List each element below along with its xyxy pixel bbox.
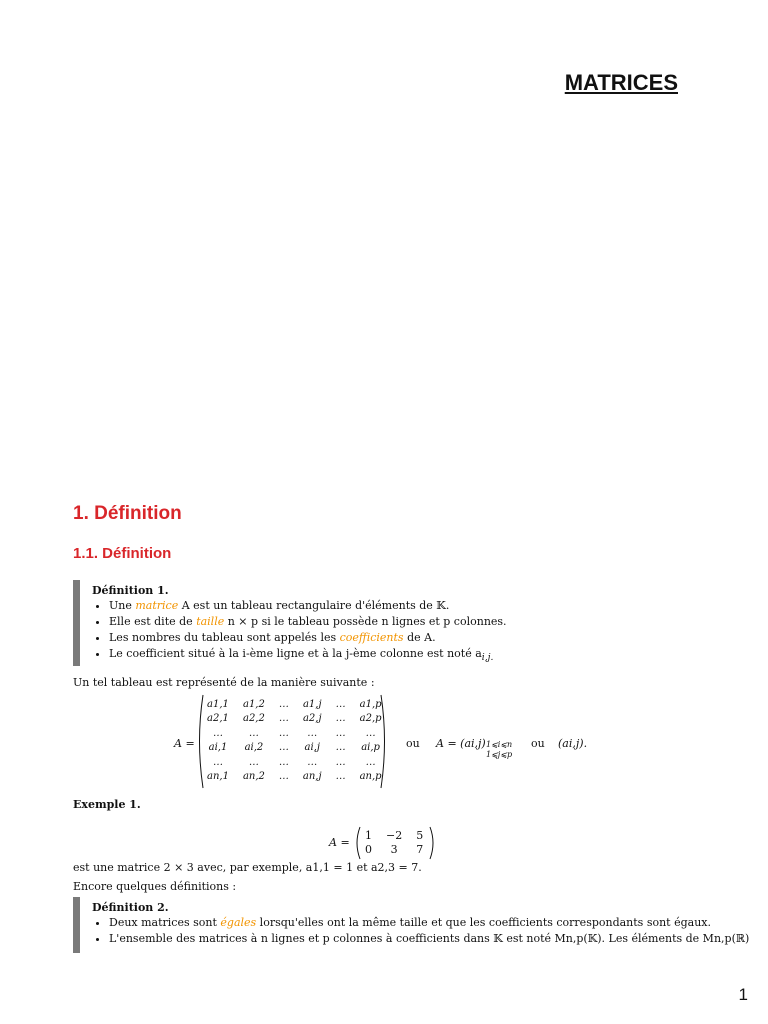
- matrix-cell: a1,j: [302, 698, 322, 710]
- matrix-cell: 1: [365, 828, 372, 842]
- matrix-cell: a2,j: [302, 713, 322, 725]
- representation-text: Un tel tableau est représenté de la manière suivante :: [73, 676, 375, 689]
- matrix-cell: a1,1: [207, 698, 229, 710]
- matrix-cell: …: [248, 756, 259, 768]
- matrix-cell: an,2: [242, 771, 265, 783]
- matrix-cell: …: [278, 742, 289, 754]
- right-paren-icon: [429, 826, 436, 860]
- general-matrix: [200, 697, 389, 784]
- item-text: n × p si le tableau possède n lignes et p colonnes.: [224, 615, 507, 628]
- highlight-term: taille: [196, 615, 225, 628]
- matrix-cell: a1,2: [242, 698, 265, 710]
- matrix-row: [200, 741, 389, 756]
- item-text: Les nombres du tableau sont appelés les: [109, 631, 340, 644]
- matrix-cell: a1,p: [359, 698, 382, 710]
- alt-notation-short: (ai,j).: [558, 737, 588, 750]
- right-paren-icon: [380, 694, 388, 789]
- list-item: [109, 614, 507, 630]
- matrix-cell: …: [278, 771, 289, 783]
- matrix-cell: ai,j: [304, 742, 320, 754]
- item-text: L'ensemble des matrices à n lignes et p colonnes à coefficients dans 𝕂 est noté Mn,p(𝕂). Les éléments de Mn,p(ℝ): [109, 932, 750, 945]
- list-item: [109, 931, 749, 947]
- item-subscript: i,j.: [481, 652, 494, 664]
- definition-2-list: [92, 915, 749, 947]
- item-text: Elle est dite de: [109, 615, 197, 628]
- matrix-cell: …: [248, 727, 259, 739]
- item-text: Le coefficient situé à la i-ème ligne et à la j-ème colonne est noté a: [109, 647, 482, 660]
- matrix-row: [200, 770, 389, 785]
- item-text: Deux matrices sont: [109, 916, 221, 929]
- definition-1-box: [73, 580, 507, 666]
- list-item: [109, 630, 507, 646]
- subscript-line: 1⩽j⩽p: [486, 750, 513, 759]
- matrix-cell: …: [335, 727, 346, 739]
- matrix-cell: an,j: [302, 771, 322, 783]
- matrix-cell: …: [335, 756, 346, 768]
- definition-1-label: Définition 1.: [92, 584, 169, 597]
- alt-notation: A = (ai,j): [436, 737, 486, 750]
- item-text: A est un tableau rectangulaire d'éléments de 𝕂.: [178, 599, 450, 612]
- list-item: [109, 598, 507, 614]
- matrix-cell: …: [278, 698, 289, 710]
- matrix-cell: a2,1: [207, 713, 229, 725]
- example-lhs: A =: [329, 836, 350, 849]
- matrix-cell: ai,1: [208, 742, 228, 754]
- matrix-row: [200, 726, 389, 741]
- item-text: de A.: [403, 631, 436, 644]
- list-item: [109, 646, 507, 666]
- matrix-cell: …: [307, 727, 318, 739]
- matrix-cell: 7: [416, 843, 424, 857]
- matrix-row: [200, 697, 389, 712]
- example-1-label: Exemple 1.: [73, 798, 141, 811]
- page-number: 1: [738, 985, 748, 1004]
- definition-1-list: [92, 598, 507, 666]
- highlight-term: matrice: [135, 599, 179, 612]
- matrix-cell: an,1: [207, 771, 229, 783]
- matrix-cell: …: [335, 713, 346, 725]
- matrix-cell: …: [278, 727, 289, 739]
- matrix-table: [358, 828, 430, 857]
- subsection-heading: 1.1. Définition: [73, 545, 172, 562]
- matrix-cell: …: [212, 756, 223, 768]
- matrix-cell: an,p: [359, 771, 382, 783]
- matrix-cell: 0: [365, 843, 372, 857]
- matrix-cell: …: [365, 727, 376, 739]
- item-text: Une: [109, 599, 136, 612]
- definition-2-box: [73, 897, 749, 953]
- more-definitions-text: Encore quelques définitions :: [73, 880, 237, 893]
- matrix-cell: …: [365, 756, 376, 768]
- highlight-term: égales: [220, 916, 257, 929]
- matrix-cell: 5: [416, 828, 424, 842]
- example-text: est une matrice 2 × 3 avec, par exemple, a1,1 = 1 et a2,3 = 7.: [73, 861, 422, 874]
- matrix-cell: ai,2: [244, 742, 264, 754]
- matrix-cell: a2,2: [242, 713, 265, 725]
- matrix-cell: …: [335, 742, 346, 754]
- matrix-row: [200, 712, 389, 727]
- matrix-row: [358, 828, 430, 843]
- matrix-cell: a2,p: [359, 713, 382, 725]
- matrix-cell: …: [278, 713, 289, 725]
- item-text: lorsqu'elles ont la même taille et que les coefficients correspondants sont égaux.: [256, 916, 711, 929]
- or-text: ou: [531, 737, 545, 750]
- definition-2-label: Définition 2.: [92, 901, 169, 914]
- matrix-lhs: A =: [174, 737, 195, 750]
- matrix-cell: −2: [386, 828, 403, 842]
- matrix-cell: 3: [390, 843, 398, 857]
- list-item: [109, 915, 749, 931]
- alt-notation-subscript: [486, 740, 512, 760]
- matrix-row: [200, 755, 389, 770]
- matrix-row: [358, 843, 430, 858]
- example-matrix: [358, 828, 430, 857]
- matrix-table: [200, 697, 389, 784]
- subscript-line: 1⩽i⩽n: [486, 740, 513, 749]
- matrix-cell: …: [335, 771, 346, 783]
- matrix-cell: …: [307, 756, 318, 768]
- matrix-cell: …: [335, 698, 346, 710]
- matrix-cell: …: [212, 727, 223, 739]
- or-text: ou: [406, 737, 420, 750]
- matrix-cell: …: [278, 756, 289, 768]
- section-heading: 1. Définition: [73, 503, 182, 524]
- matrix-cell: ai,p: [361, 742, 380, 754]
- page-title: MATRICES: [564, 70, 678, 95]
- highlight-term: coefficients: [339, 631, 404, 644]
